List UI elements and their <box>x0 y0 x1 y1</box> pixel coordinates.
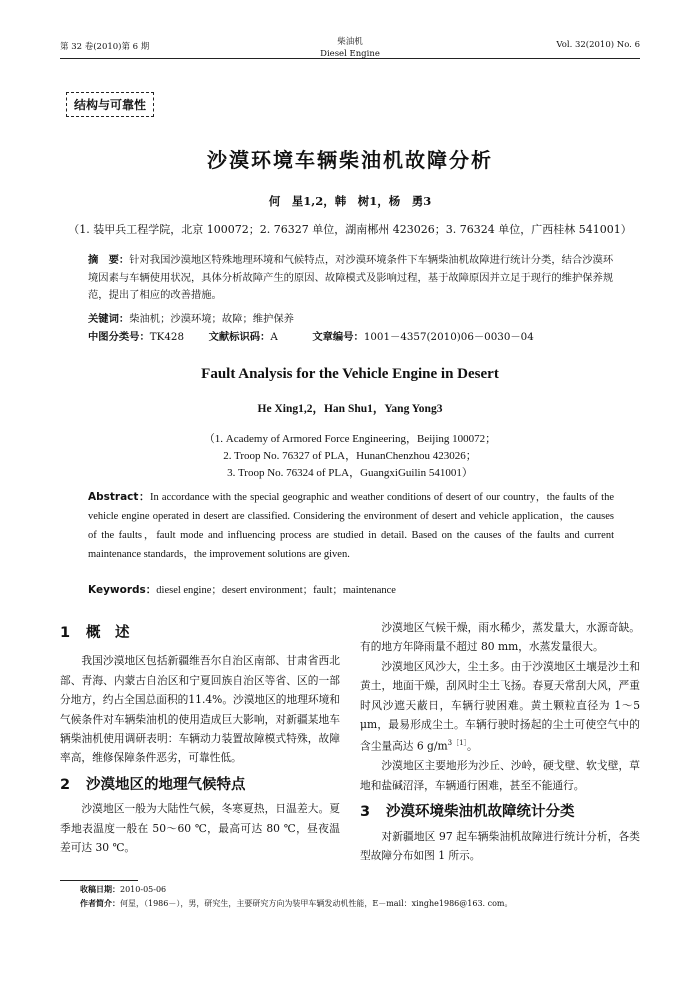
section-2-paragraph-1: 沙漠地区一般为大陆性气候，冬寒夏热，日温差大。夏季地表温度一般在 50～60 ℃，最高可达 80 ℃，昼夜温差可达 30 ℃。 <box>60 802 340 855</box>
section-2-paragraph-2: 沙漠地区气候干燥，雨水稀少，蒸发量大，水源奇缺。有的地方年降雨量不超过 80 mm，水蒸发量很大。 <box>360 621 640 654</box>
section-2-paragraph-3-end: 。 <box>467 740 478 753</box>
abstract-en-text: In accordance with the special geographic and weather conditions of desert of our country，the faults of the vehicle engine operated in desert are classified. Considering the environment of desert and vehicle application，the causes of the faults，fault mode and influencing process are studied in detail. Based on the causes of the faults and current maintenance standards，the improvement solutions are given. <box>88 492 615 560</box>
doc-code-label: 文献标识码： <box>208 331 271 343</box>
keywords-cn <box>88 311 616 329</box>
abstract-cn <box>88 252 616 305</box>
affiliation-en-line-2: 2. Troop No. 76327 of PLA，HunanChenzhou 423026； <box>223 450 477 462</box>
received-label: 收稿日期： <box>80 885 120 894</box>
received-date: 2010-05-06 <box>120 885 167 894</box>
running-header-left: 第 32 卷(2010)第 6 期 <box>60 42 150 52</box>
section-1-paragraph: 我国沙漠地区包括新疆维吾尔自治区南部、甘肃省西北部、青海、内蒙古自治区和宁夏回族自治区等省、区的一部分地方，约占全国总面积的11.4%。沙漠地区的地理环境和气候条件对车辆柴油机的使用造成巨大影响，对新疆某地车辆柴油机使用调研表明：车辆动力装置故障模式特殊，故障率高，维修保障条件恶劣，可靠性低。 <box>60 654 340 765</box>
clc-label: 中图分类号： <box>88 331 150 343</box>
section-2-number: 2 <box>60 776 71 793</box>
keywords-en-label: Keywords： <box>88 584 157 596</box>
citation-sup: 3［1］ <box>447 739 468 748</box>
body-column-right <box>360 618 640 865</box>
section-tag: 结构与可靠性 <box>66 92 154 117</box>
section-2-paragraph-3-text: 沙漠地区风沙大，尘土多。由于沙漠地区土壤是沙土和黄土，地面干燥，刮风时尘土飞扬。春夏天常刮大风，严重时风沙遮天蔽日，车辆行驶困难。黄土颗粒直径为 1～5 μm，最易形成尘土。车辆行驶时扬起的尘土可使空气中的含尘量高达 6 g/m <box>360 659 640 753</box>
abstract-cn-text: 针对我国沙漠地区特殊地理环境和气候特点，对沙漠环境条件下车辆柴油机故障进行统计分类，结合沙漠环境因素与车辆使用状况，具体分析故障产生的原因、故障模式及影响过程，基于故障原因并立足于现行的维护保养规范，提出了相应的改善措施。 <box>88 254 614 301</box>
running-header-right: Vol. 32(2010) No. 6 <box>556 40 640 50</box>
footnote-rule <box>60 880 138 881</box>
classification-line <box>88 329 616 347</box>
author-bio-text: 何星，（1986－），男，研究生，主要研究方向为装甲车辆发动机性能，E－mail：xinghe1986@163. com。 <box>120 899 513 908</box>
abstract-cn-label: 摘 要： <box>88 254 130 266</box>
paper-title-cn: 沙漠环境车辆柴油机故障分析 <box>207 148 493 172</box>
doc-code-value: A <box>270 331 278 343</box>
section-2-title: 沙漠地区的地理气候特点 <box>86 776 246 793</box>
section-1-heading <box>60 624 340 643</box>
affiliation-en-line-3: 3. Troop No. 76324 of PLA，GuangxiGuilin 541001） <box>227 467 473 479</box>
author-bio-label: 作者简介： <box>80 899 120 908</box>
body-column-left <box>60 624 340 857</box>
clc-value: TK428 <box>149 331 184 343</box>
affiliation-en-line-1: （1. Academy of Armored Force Engineering，Beijing 100072； <box>203 433 497 445</box>
keywords-en <box>88 582 614 597</box>
paper-title-en: Fault Analysis for the Vehicle Engine in Desert <box>201 366 499 382</box>
section-3-number: 3 <box>360 804 371 821</box>
keywords-cn-label: 关键词： <box>88 313 130 325</box>
section-2-heading <box>60 776 340 795</box>
article-no-label: 文章编号： <box>312 331 364 343</box>
journal-name-en: Diesel Engine <box>320 49 380 59</box>
section-3-heading <box>360 803 640 822</box>
footnote-author-bio <box>80 898 640 910</box>
section-3-title: 沙漠环境柴油机故障统计分类 <box>386 804 575 821</box>
section-2-paragraph-3 <box>360 657 640 757</box>
authors-cn: 何 星1,2，韩 树1，杨 勇3 <box>268 194 432 208</box>
section-1-number: 1 <box>60 625 71 641</box>
keywords-en-text: diesel engine；desert environment；fault；maintenance <box>156 585 396 596</box>
header-rule <box>60 58 640 59</box>
footnote-received <box>80 884 640 896</box>
abstract-en-label: Abstract： <box>88 491 151 503</box>
section-2-paragraph-4: 沙漠地区主要地形为沙丘、沙岭，硬戈壁、软戈壁，草地和盐碱沼泽，车辆通行困难，甚至不能通行。 <box>360 759 640 792</box>
keywords-cn-text: 柴油机；沙漠环境；故障；维护保养 <box>129 313 294 325</box>
authors-en: He Xing1,2，Han Shu1，Yang Yong3 <box>257 403 443 415</box>
article-no-value: 1001－4357(2010)06－0030－04 <box>363 331 534 343</box>
abstract-en <box>88 488 614 564</box>
affiliation-cn: （1. 装甲兵工程学院，北京 100072；2. 76327 单位，湖南郴州 423026；3. 76324 单位，广西桂林 541001） <box>68 223 632 236</box>
journal-name-cn: 柴油机 <box>337 37 363 47</box>
section-1-title: 概 述 <box>86 625 130 641</box>
section-3-paragraph-1: 对新疆地区 97 起车辆柴油机故障进行统计分析，各类型故障分布如图 1 所示。 <box>360 829 640 863</box>
